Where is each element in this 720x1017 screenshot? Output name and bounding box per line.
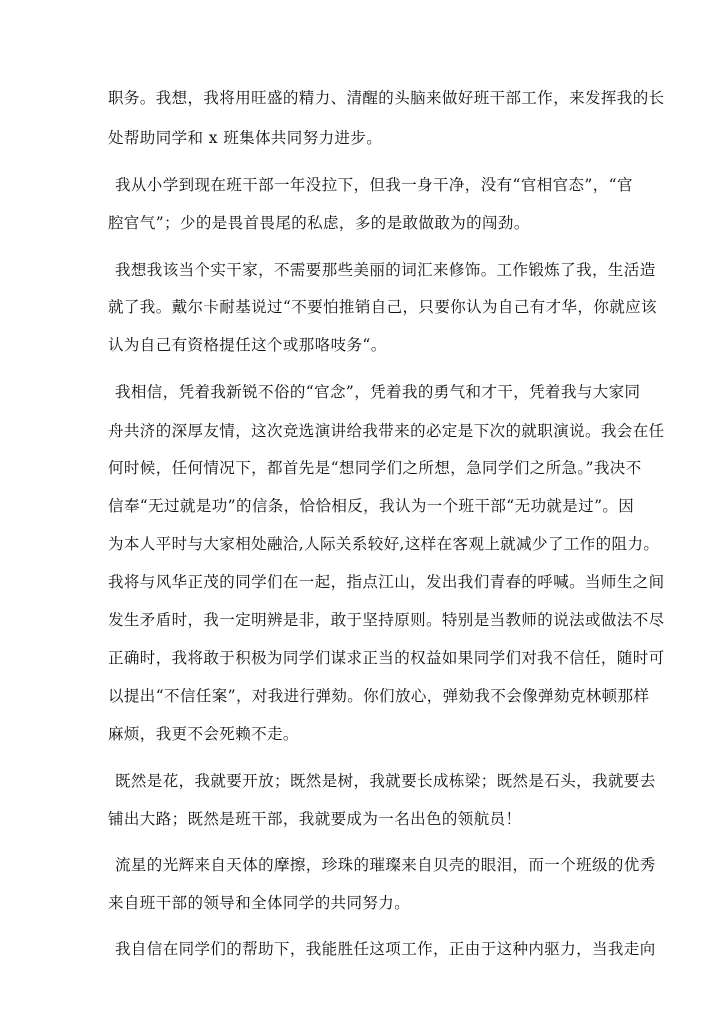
- paragraph-first-line: 既然是花，我就要开放；既然是树，我就要长成栋梁；既然是石头，我就要去: [115, 772, 656, 790]
- paragraph-first-line: 我从小学到现在班干部一年没拉下，但我一身干净，没有“官相官态”，“官: [115, 176, 633, 194]
- paragraph-first-line: 我想我该当个实干家，不需要那些美丽的词汇来修饰。工作锻炼了我，生活造: [115, 261, 656, 279]
- paragraph-first-line: 我相信，凭着我新锐不俗的“官念”，凭着我的勇气和才干，凭着我与大家同: [115, 383, 641, 401]
- text-line: 何时候，任何情况下，都首先是“想同学们之所想，急同学们之所急。”我决不: [108, 459, 642, 477]
- text-line: 我将与风华正茂的同学们在一起，指点江山，发出我们青春的呼喊。当师生之间: [108, 573, 665, 591]
- text-line: 发生矛盾时，我一定明辨是非，敢于坚持原则。特别是当教师的说法或做法不尽: [108, 611, 665, 629]
- paragraph-first-line: 我自信在同学们的帮助下，我能胜任这项工作，正由于这种内驱力，当我走向: [115, 940, 656, 958]
- text-line: 处帮助同学和 x 班集体共同努力进步。: [108, 129, 383, 147]
- paragraph-first-line: 流星的光辉来自天体的摩擦，珍珠的璀璨来自贝壳的眼泪，而一个班级的优秀: [115, 856, 656, 874]
- text-line: 就了我。戴尔卡耐基说过“不要怕推销自己，只要你认为自己有才华，你就应该: [108, 298, 657, 316]
- text-line: 职务。我想，我将用旺盛的精力、清醒的头脑来做好班干部工作，来发挥我的长: [108, 89, 665, 107]
- text-line: 麻烦，我更不会死赖不走。: [108, 725, 299, 743]
- text-line: 以提出“不信任案”，对我进行弹劾。你们放心，弹劾我不会像弹劾克林顿那样: [108, 687, 650, 705]
- text-line: 为本人平时与大家相处融洽,人际关系较好,这样在客观上就减少了工作的阻力。: [108, 535, 660, 553]
- text-line: 铺出大路；既然是班干部，我就要成为一名出色的领航员！: [108, 810, 522, 828]
- text-line: 来自班干部的领导和全体同学的共同努力。: [108, 894, 411, 912]
- text-line: 舟共济的深厚友情，这次竞选演讲给我带来的必定是下次的就职演说。我会在任: [108, 422, 665, 440]
- text-line: 正确时，我将敢于积极为同学们谋求正当的权益如果同学们对我不信任，随时可: [108, 649, 665, 667]
- text-line: 认为自己有资格提任这个或那咯吱务“。: [108, 336, 387, 354]
- text-line: 腔官气”；少的是畏首畏尾的私虑，多的是敢做敢为的闯劲。: [108, 214, 530, 232]
- text-line: 信奉“无过就是功”的信条，恰恰相反，我认为一个班干部“无功就是过”。因: [108, 497, 635, 515]
